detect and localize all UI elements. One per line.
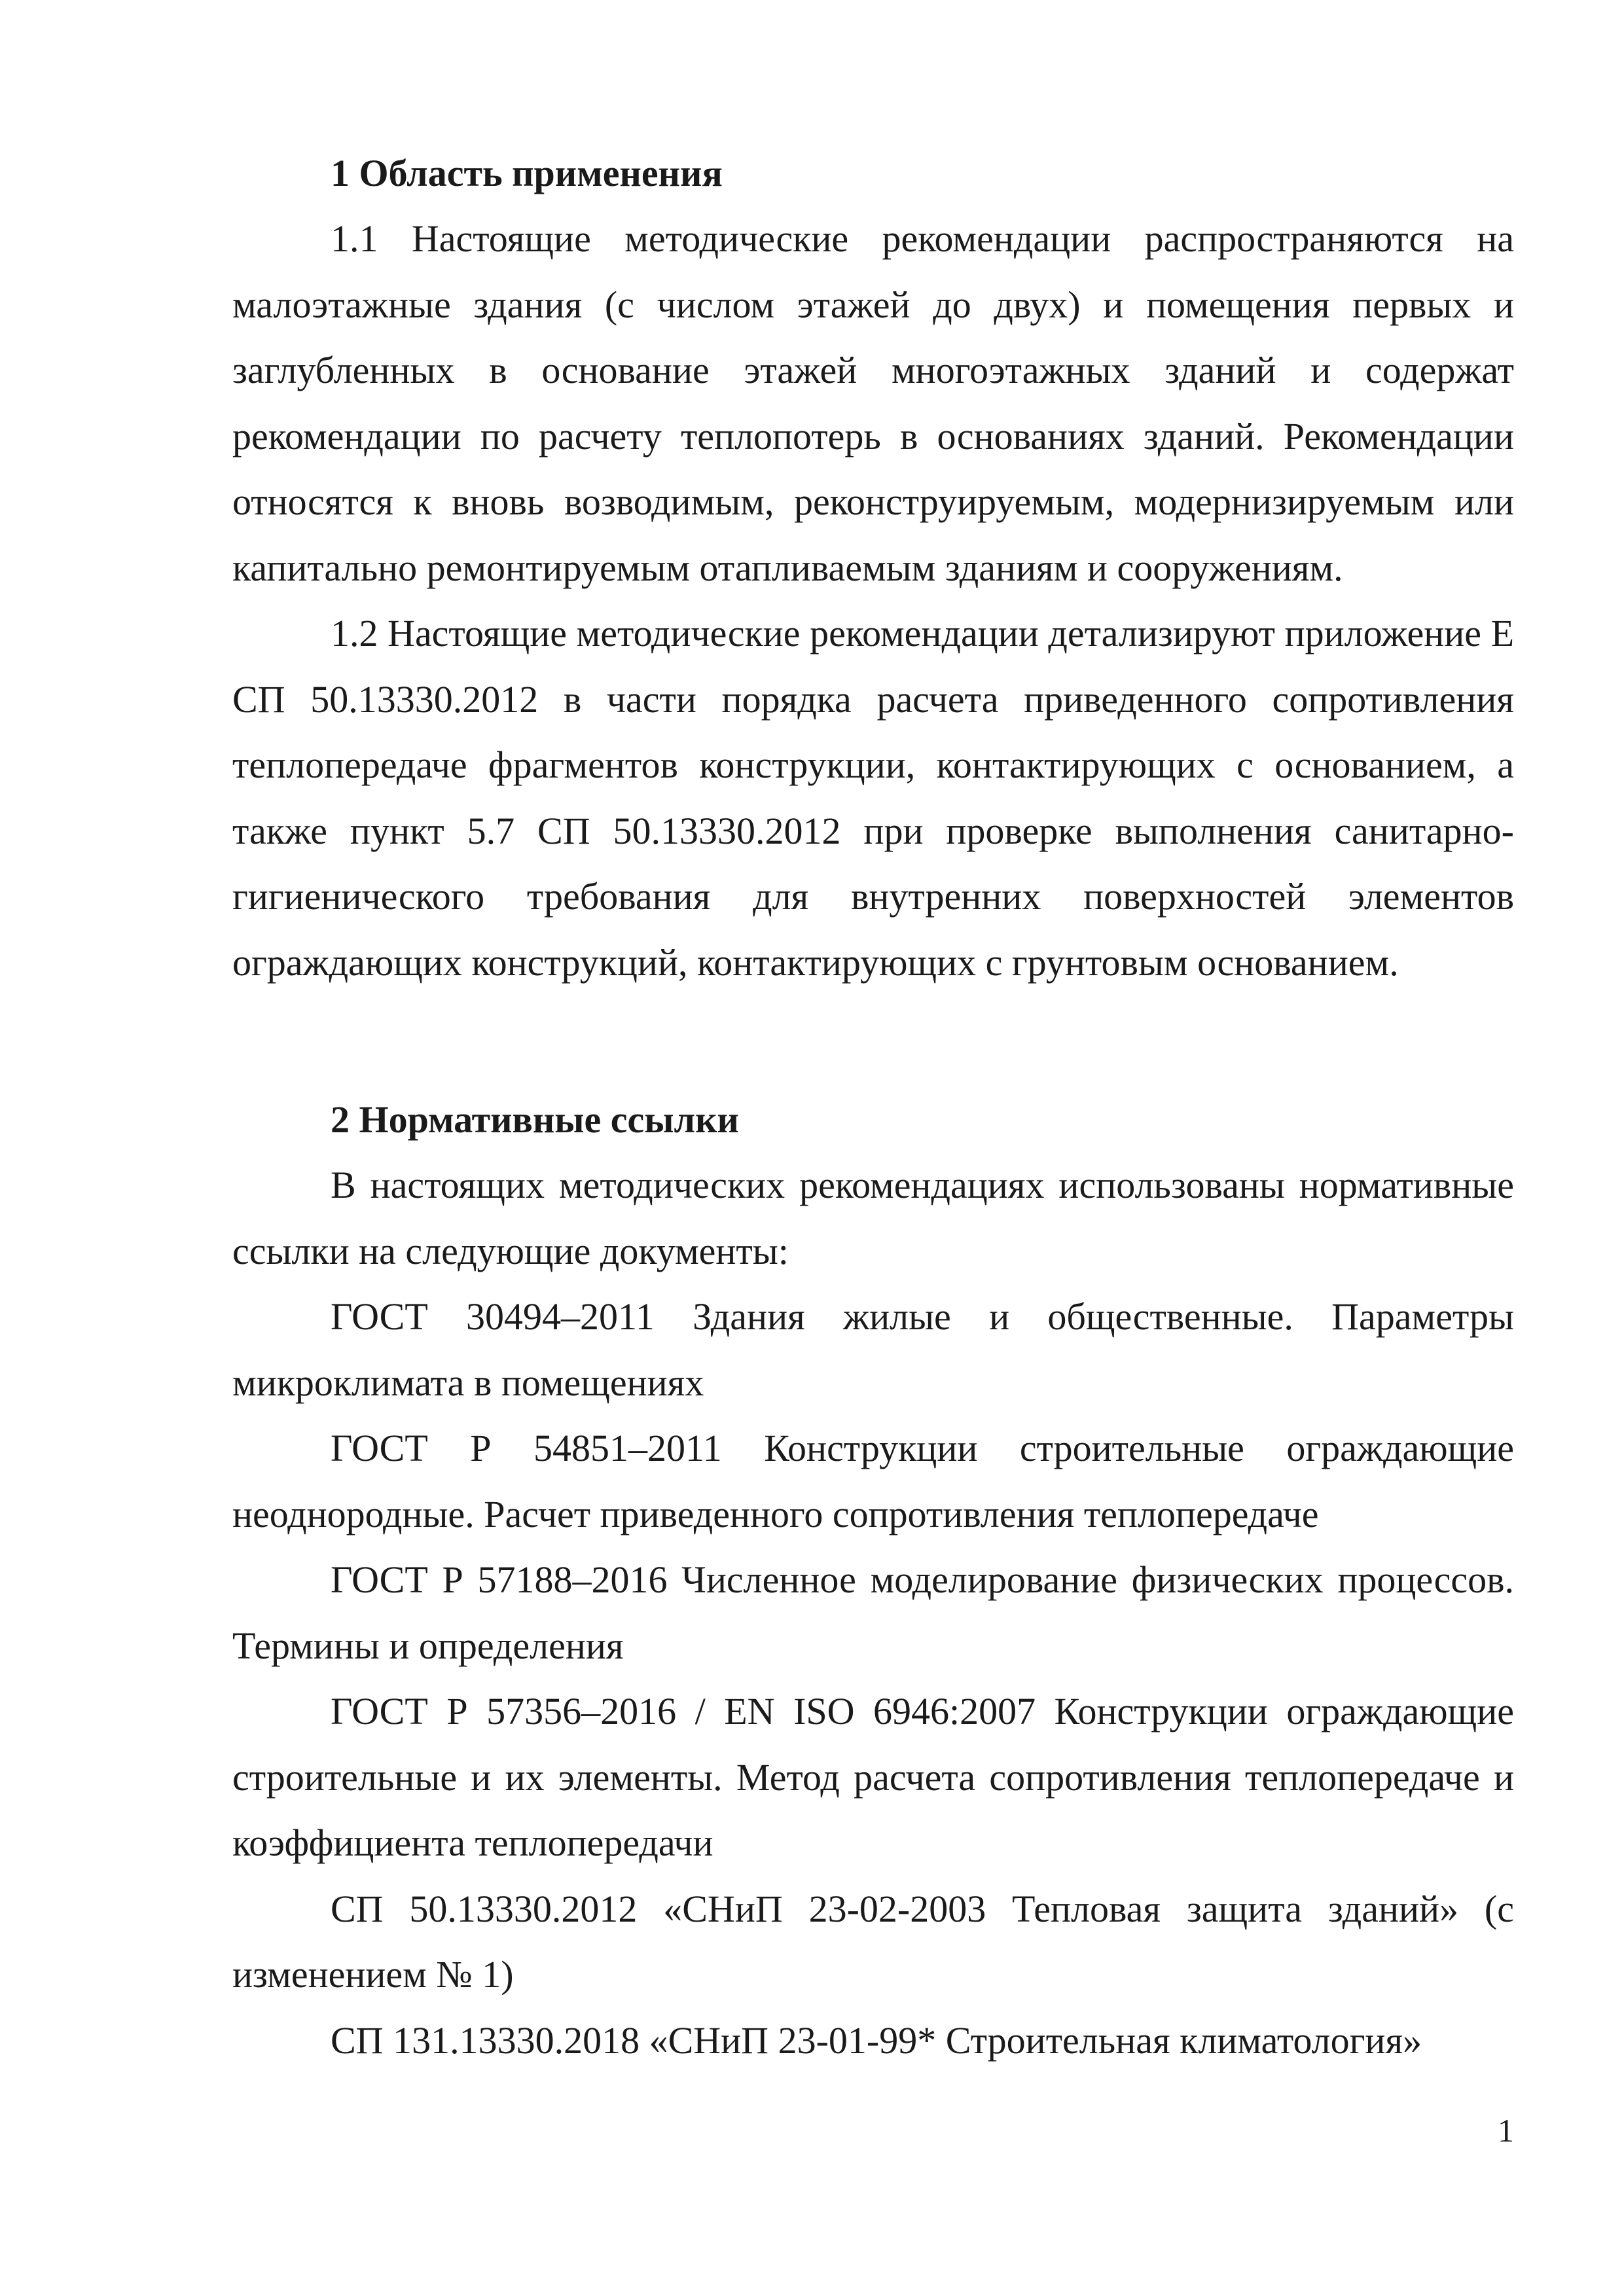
section-heading: 1 Область применения	[331, 152, 723, 194]
section-normative-references	[232, 1087, 1514, 2073]
paragraph: 1.2 Настоящие методические рекомендации детализируют приложение Е СП 50.13330.2012 в части порядка расчета приведенного сопротивления теплопередаче фрагментов конструкции, контактирующих с основанием, а также пункт 5.7 СП 50.13330.2012 при проверке выполнения санитарно-гигиенического требования для внутренних поверхностей элементов ограждающих конструкций, контактирующих с грунтовым основанием.	[232, 612, 1514, 984]
reference-item: ГОСТ Р 57188–2016 Численное моделирование физических процессов. Термины и определения	[232, 1558, 1514, 1667]
reference-item: ГОСТ Р 54851–2011 Конструкции строительные ограждающие неоднородные. Расчет приведенного сопротивления теплопередаче	[232, 1427, 1514, 1535]
paragraph: 1.1 Настоящие методические рекомендации распространяются на малоэтажные здания (с числом этажей до двух) и помещения первых и заглубленных в основание этажей многоэтажных зданий и содержат рекомендации по расчету теплопотерь в основаниях зданий. Рекомендации относятся к вновь возводимым, реконструируемым, модернизируемым или капитально ремонтируемым отапливаемым зданиям и сооружениям.	[232, 217, 1514, 589]
section-gap	[232, 996, 1514, 1087]
paragraph: В настоящих методических рекомендациях использованы нормативные ссылки на следующие документы:	[232, 1164, 1514, 1272]
page-content	[232, 141, 1514, 2073]
page-number: 1	[1498, 2112, 1514, 2149]
reference-item: ГОСТ 30494–2011 Здания жилые и общественные. Параметры микроклимата в помещениях	[232, 1295, 1514, 1404]
section-heading: 2 Нормативные ссылки	[331, 1098, 739, 1141]
section-scope	[232, 141, 1514, 996]
reference-item: СП 50.13330.2012 «СНиП 23-02-2003 Тепловая защита зданий» (с изменением № 1)	[232, 1887, 1514, 1996]
reference-item: ГОСТ Р 57356–2016 / EN ISO 6946:2007 Конструкции ограждающие строительные и их элементы. Метод расчета сопротивления теплопередаче и коэффициента теплопередачи	[232, 1690, 1514, 1864]
reference-item: СП 131.13330.2018 «СНиП 23-01-99* Строительная климатология»	[331, 2018, 1422, 2062]
